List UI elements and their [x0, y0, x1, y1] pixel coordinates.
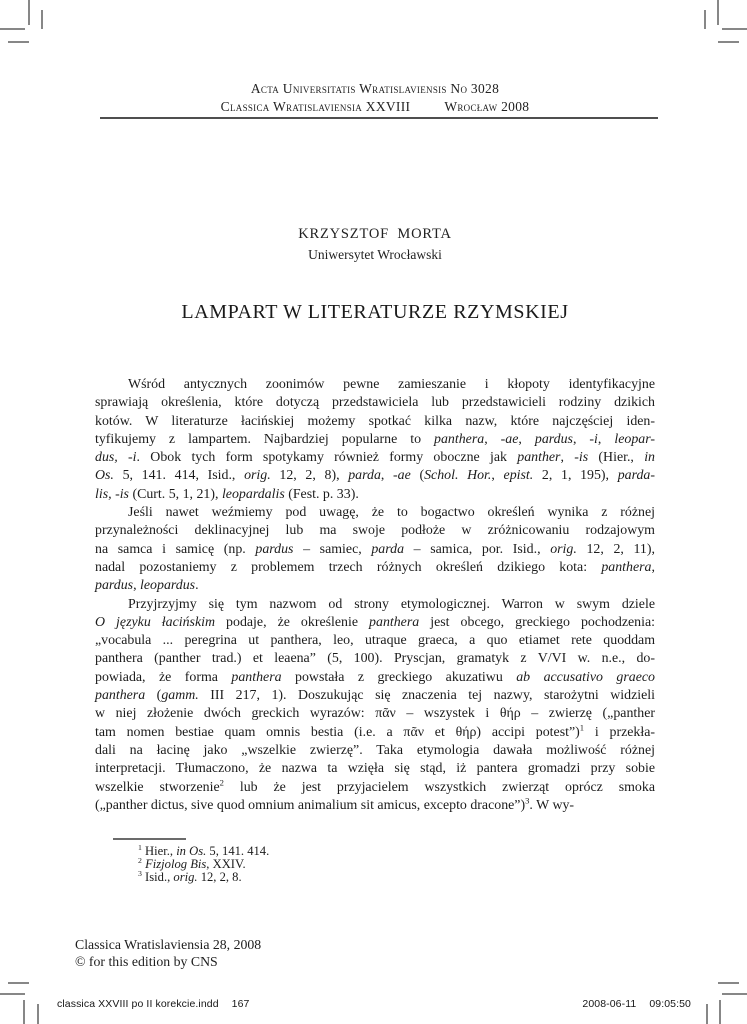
text-run: 5, 141. 414, Isid., [113, 468, 245, 484]
text-run: dali na łacinę jako „wszelkie zwierzę”. Taka etymologia dawała możliwość różnej [95, 742, 655, 758]
imprint [75, 936, 261, 971]
text-run: powiada, że forma [95, 669, 232, 685]
text-run: wszelkie stworzenie [95, 779, 220, 795]
text-run: panthera (panther trad.) et leaena” (5, 100). Pryscjan, gramatyk z V/VI w. n.e., do- [95, 651, 655, 667]
body-line [95, 797, 655, 815]
text-run: pardus [534, 431, 573, 447]
text-run: , [560, 450, 575, 466]
text-run: , [518, 431, 535, 447]
crop-mark [41, 10, 43, 29]
crop-mark [704, 10, 706, 29]
text-run: orig. [550, 541, 577, 557]
crop-mark [0, 28, 25, 30]
crop-mark [37, 1004, 39, 1024]
text-run: panthera [601, 559, 652, 575]
text-run: w niej złożenie dwóch greckich wyrazów: πᾶν – wszystek i θήρ – zwierzę („panther [95, 706, 655, 722]
text-run: „vocabula ... peregrina ut panthera, leo, utraque graeca, a quo etiamet rete quoddam [95, 633, 655, 649]
text-run: podaje, że określenie [215, 614, 370, 630]
text-run: epist. [503, 468, 534, 484]
body-line [95, 376, 655, 394]
print-file-info [57, 998, 249, 1010]
body-line [95, 541, 655, 559]
footnote-marker: 3 [525, 795, 530, 806]
footnote-rule [113, 838, 186, 840]
print-page-number: 167 [231, 998, 250, 1010]
text-run: Schol. Hor. [424, 468, 492, 484]
text-run: -ae [500, 431, 519, 447]
text-run: Wśród antycznych zoonimów pewne zamieszanie i kłopoty identyfikacyjne [128, 377, 655, 392]
text-run: in [644, 450, 656, 466]
text-run: orig. [244, 468, 271, 484]
text-run: panthera [369, 614, 420, 630]
crop-mark [8, 41, 29, 43]
body-line [95, 650, 655, 668]
body-line [95, 486, 655, 504]
text-run: , [572, 431, 590, 447]
text-run: -is [574, 450, 589, 466]
text-run: Fizjolog Bis [145, 857, 207, 872]
crop-mark [719, 1000, 721, 1024]
text-run: , [380, 468, 394, 484]
text-run: pardus [95, 578, 134, 594]
imprint-copyright-line: © for this edition by CNS [75, 954, 218, 970]
journal-series: Classica Wratislaviensia XXVIII [220, 98, 411, 114]
print-file-name: classica XXVIII po II korekcie.indd [57, 998, 219, 1010]
text-run: parda- [617, 468, 655, 484]
text-run: panthera [434, 431, 485, 447]
text-run: , XXIV. [206, 857, 246, 872]
body-line [95, 760, 655, 778]
text-run: kotów. W literaturze łacińskiej możemy spotkać kilka nazw, które najczęściej iden- [95, 413, 655, 429]
crop-mark [0, 993, 25, 995]
text-run: parda [348, 468, 381, 484]
text-run: , [597, 431, 615, 447]
text-run: leopar- [614, 431, 656, 447]
crop-mark [23, 1000, 25, 1024]
text-run: (Fest. p. 33). [284, 486, 359, 502]
article-body [95, 376, 655, 815]
text-run: -i [589, 431, 598, 447]
footnote-marker: 3 [138, 869, 142, 879]
author-affiliation: Uniwersytet Wrocławski [308, 247, 442, 262]
text-run: III 217, 1). Doszukując się znaczenia tej nazwy, starożytni widzieli [198, 688, 655, 704]
body-line [95, 394, 655, 412]
text-run: 2, 1, 195), [533, 468, 618, 484]
footnote-marker: 1 [579, 722, 585, 733]
text-run: ab accusativo graeco [516, 669, 655, 685]
text-run: 12, 2, 11), [576, 541, 655, 557]
body-line [95, 742, 655, 760]
text-run: jest obcego, greckiego pochodzenia: [419, 614, 655, 630]
text-run: Przyjrzyjmy się tym nazwom od strony etymologicznej. Warron w swym dziele [128, 596, 655, 612]
footnote-marker: 2 [138, 856, 142, 866]
body-line [95, 431, 655, 449]
text-run: leopardalis [221, 486, 285, 502]
crop-mark [706, 1004, 708, 1024]
crop-mark [8, 982, 29, 984]
text-run: leopardus [140, 578, 196, 594]
text-run: ( [410, 468, 425, 484]
text-run: na samca i samicę (np. [95, 541, 256, 557]
text-run: nadal pozostaniemy z problemem trzech różnych określeń dzikiego kota: [95, 559, 602, 575]
body-line [95, 614, 655, 632]
text-run: powstała z greckiego akuzatiwu [281, 669, 517, 685]
text-run: panthera [231, 669, 282, 685]
text-run: -ae [393, 468, 411, 484]
print-date: 2008-06-11 [582, 998, 637, 1010]
text-run: Jeśli nawet weźmiemy pod uwagę, że to bogactwo określeń wynika z różnej [128, 505, 655, 521]
text-run: lub że jest przyjacielem wszystkich zwierząt oprócz smoka [223, 779, 655, 795]
text-run: O języku łacińskim [95, 614, 216, 630]
body-line [95, 504, 655, 522]
imprint-series-line: Classica Wratislaviensia 28, 2008 [75, 937, 262, 952]
footnote-marker: 2 [219, 776, 224, 787]
body-line [95, 669, 655, 687]
body-line [95, 413, 655, 431]
crop-mark [722, 28, 747, 30]
text-run: in Os. [176, 844, 207, 858]
print-time: 09:05:50 [649, 998, 691, 1010]
text-run: orig. [173, 870, 198, 885]
footnote-marker: 1 [138, 842, 142, 852]
body-line [95, 705, 655, 723]
author-name: KRZYSZTOF MORTA [298, 226, 452, 242]
crop-mark [718, 982, 739, 984]
print-timestamp [582, 998, 691, 1010]
text-run: panther [517, 450, 561, 466]
body-line [95, 687, 655, 705]
body-line [95, 577, 655, 595]
journal-place-year: Wrocław 2008 [444, 98, 530, 114]
crop-mark [718, 41, 739, 43]
text-run: tam nomen bestiae quam omnis bestia (i.e. a πᾶν et θήρ) accipi potest”) [95, 724, 580, 740]
text-run: Hier., [141, 844, 177, 858]
text-run: parda [371, 541, 405, 557]
body-line [95, 632, 655, 650]
body-line [95, 559, 655, 577]
text-run: (Curt. 5, 1, 21), [128, 486, 222, 502]
text-run: przynależności deklinacyjnej lub ma swoje podłoże w zróżnicowaniu rodzajowym [95, 523, 655, 539]
text-run: (Hier., [588, 450, 645, 466]
text-run: interpretacji. Tłumaczono, że nazwa ta wzięła się stąd, iż pantera gromadzi przy sobie [95, 761, 655, 777]
text-run: , [491, 468, 504, 484]
journal-header-line2 [95, 98, 655, 116]
text-run: pardus [255, 541, 294, 557]
text-run: 12, 2, 8. [197, 870, 242, 885]
text-run: . [195, 578, 199, 594]
text-run: Os. [95, 468, 114, 484]
body-line [95, 449, 655, 467]
text-run: Isid., [141, 870, 174, 885]
text-run: tyfikujemy z lampartem. Najbardziej popularne to [95, 431, 435, 447]
text-run: i przekła- [584, 724, 655, 740]
body-line [95, 596, 655, 614]
text-run: – samica, por. Isid., [404, 541, 551, 557]
text-run: . Obok tych form spotykamy również formy oboczne jak [136, 450, 518, 466]
text-run: sprawiają określenia, które dotyczą przedstawiciela lub przedstawicieli rodziny dzikich [95, 395, 655, 411]
text-run: ( [145, 688, 162, 704]
body-line [95, 724, 655, 742]
text-run: . W wy- [529, 797, 575, 813]
body-line [95, 776, 655, 797]
body-line [95, 467, 655, 485]
text-run: , [133, 578, 141, 594]
text-run: gamm. [161, 688, 199, 704]
crop-mark [28, 0, 30, 25]
text-run: panthera [95, 688, 146, 704]
text-run: („panther dictus, sive quod omnium animalium sit amicus, excepto dracone”) [95, 797, 526, 813]
header-rule [100, 117, 658, 119]
footnotes [95, 842, 655, 885]
body-line [95, 522, 655, 540]
text-run: , [651, 559, 655, 575]
article-title: LAMPART W LITERATURZE RZYMSKIEJ [181, 301, 569, 323]
text-run: , [484, 431, 501, 447]
text-run: – samiec, [293, 541, 372, 557]
footnote [95, 871, 655, 884]
text-run: dus, -i [95, 450, 137, 466]
text-run: 12, 2, 8), [270, 468, 349, 484]
journal-header [95, 80, 655, 115]
text-run: lis, -is [95, 486, 129, 502]
journal-header-line1: Acta Universitatis Wratislaviensis No 3028 [250, 81, 500, 96]
crop-mark [717, 0, 719, 25]
text-run: 5, 141. 414. [206, 844, 270, 858]
crop-mark [722, 993, 747, 995]
